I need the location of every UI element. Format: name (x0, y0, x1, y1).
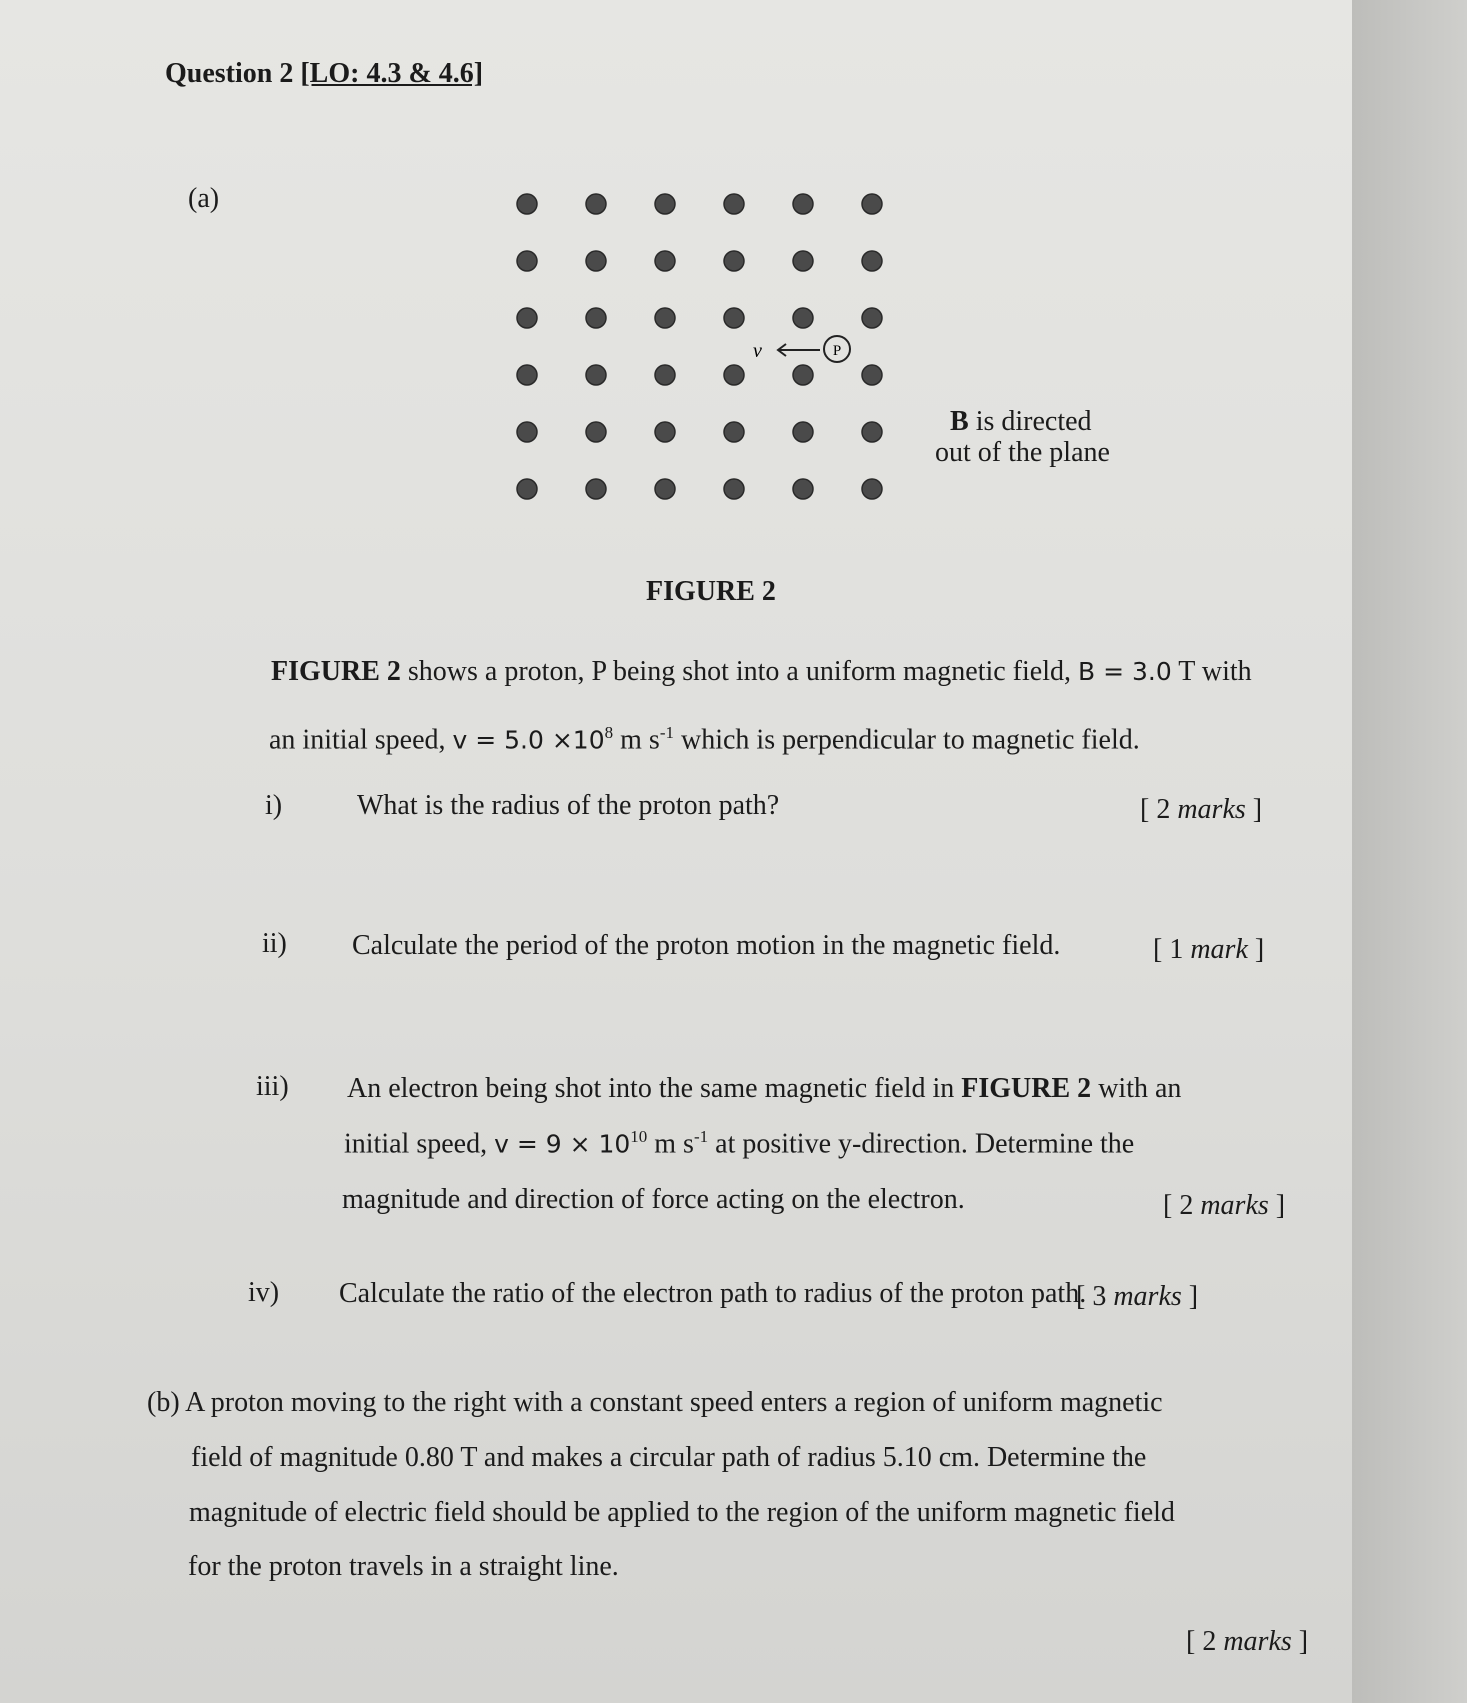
field-dot (724, 194, 744, 214)
field-dot (655, 479, 675, 499)
field-dot (655, 308, 675, 328)
field-dot (517, 308, 537, 328)
field-dot (655, 365, 675, 385)
marks-word: marks (1113, 1281, 1182, 1312)
b-note-line-2: out of the plane (935, 437, 1110, 468)
q3-label: iii) (256, 1071, 289, 1102)
q1-label: i) (265, 790, 283, 821)
part-b-line-4: for the proton travels in a straight line. (188, 1551, 619, 1582)
field-dot (724, 251, 744, 271)
field-dot (793, 422, 813, 442)
question-heading (165, 58, 483, 90)
field-dot (517, 365, 537, 385)
marks-num: [ 3 (1076, 1281, 1114, 1312)
q4-marks (1076, 1281, 1198, 1313)
marks-word: marks (1200, 1190, 1269, 1221)
q3-speed-text: initial speed, (344, 1128, 495, 1160)
marks-end: ] (1268, 1190, 1286, 1221)
speed-exponent: 10 (630, 1127, 648, 1146)
q3-marks (1163, 1190, 1285, 1222)
proton-label: P (832, 343, 842, 359)
proton-velocity-arrow (778, 344, 820, 356)
q3-line-3: magnitude and direction of force acting on the electron. (342, 1184, 965, 1215)
field-dot (793, 479, 813, 499)
figure-ref: FIGURE 2 (271, 656, 401, 687)
field-dot (724, 365, 744, 385)
field-dot (862, 422, 882, 442)
speed-unit: m s (613, 724, 660, 756)
q3-speed-end: at positive y-direction. Determine the (708, 1128, 1135, 1160)
marks-num: [ 2 (1163, 1190, 1201, 1221)
figure-title: FIGURE 2 (646, 576, 776, 607)
q1-text: What is the radius of the proton path? (357, 790, 780, 821)
part-b-line-2: field of magnitude 0.80 T and makes a circular path of radius 5.10 cm. Determine the (191, 1442, 1147, 1473)
field-dot (793, 365, 813, 385)
field-dot (862, 479, 882, 499)
part-b-text: A proton moving to the right with a constant speed enters a region of uniform magnetic (185, 1387, 1163, 1418)
marks-word: marks (1223, 1626, 1292, 1657)
intro-text: shows a proton, P being shot into a uniform magnetic field, (400, 656, 1078, 687)
intro-line-2 (269, 723, 1140, 756)
field-dot (724, 479, 744, 499)
speed-value: v = 5.0 ×10 (452, 725, 605, 755)
intro-end: T with (1171, 656, 1252, 687)
q1-marks (1140, 794, 1262, 826)
marks-end: ] (1245, 794, 1263, 825)
marks-num: [ 2 (1186, 1626, 1224, 1657)
marks-num: [ 1 (1153, 934, 1191, 965)
b-note-text: is directed (968, 406, 1092, 437)
field-dot (517, 194, 537, 214)
field-dot (517, 251, 537, 271)
part-b-marks (1186, 1626, 1308, 1658)
speed-exponent: 8 (604, 723, 614, 742)
b-value: B = 3.0 (1078, 657, 1172, 686)
figure-ref: FIGURE 2 (961, 1073, 1092, 1104)
velocity-label: v (753, 340, 762, 362)
intro-speed-end: which is perpendicular to magnetic field. (673, 724, 1140, 756)
marks-end: ] (1181, 1281, 1199, 1312)
magnetic-field-dots (517, 194, 882, 499)
field-dot (655, 194, 675, 214)
q2-label: ii) (262, 928, 287, 959)
part-b-line-3: magnitude of electric field should be applied to the region of the uniform magnetic field (189, 1497, 1175, 1528)
q2-text: Calculate the period of the proton motion in the magnetic field. (352, 930, 1061, 961)
field-dot (586, 365, 606, 385)
field-dot (724, 422, 744, 442)
field-dot (793, 308, 813, 328)
intro-line-1 (271, 656, 1252, 688)
unit-exponent: -1 (693, 1127, 709, 1146)
field-dot (586, 308, 606, 328)
field-dot (586, 422, 606, 442)
electron-speed-value: v = 9 × 10 (494, 1129, 631, 1159)
marks-end: ] (1247, 934, 1265, 965)
field-dot (793, 251, 813, 271)
unit-exponent: -1 (659, 723, 674, 742)
part-b-line-1 (147, 1387, 1163, 1419)
marks-word: marks (1177, 794, 1246, 825)
field-dot (862, 308, 882, 328)
learning-outcomes: [LO: 4.3 & 4.6] (300, 58, 484, 89)
q4-label: iv) (248, 1277, 280, 1308)
intro-speed-text: an initial speed, (269, 724, 453, 756)
q2-marks (1153, 934, 1264, 966)
b-symbol: B (950, 406, 969, 437)
field-dot (862, 365, 882, 385)
marks-end: ] (1291, 1626, 1309, 1657)
part-a-label: (a) (188, 183, 220, 214)
q3-text: An electron being shot into the same magnetic field in (347, 1073, 962, 1104)
field-dot (517, 479, 537, 499)
marks-word: mark (1190, 934, 1248, 965)
q4-text: Calculate the ratio of the electron path to radius of the proton path. (339, 1278, 1087, 1309)
b-note-line-1 (950, 406, 1092, 438)
marks-num: [ 2 (1140, 794, 1178, 825)
field-dot (655, 422, 675, 442)
q3-line-1 (347, 1073, 1181, 1105)
field-dot (586, 194, 606, 214)
field-dot (724, 308, 744, 328)
field-dot (793, 194, 813, 214)
question-number: Question 2 (165, 58, 294, 89)
field-dot (862, 251, 882, 271)
q3-line-2 (344, 1127, 1134, 1160)
q3-text-end: with an (1091, 1073, 1182, 1104)
field-dot (586, 479, 606, 499)
next-page-edge (1352, 0, 1467, 1703)
figure-2-diagram (500, 180, 1120, 520)
field-dot (517, 422, 537, 442)
field-dot (862, 194, 882, 214)
part-b-label: (b) (147, 1387, 180, 1418)
field-dot (655, 251, 675, 271)
speed-unit: m s (647, 1128, 694, 1160)
field-dot (586, 251, 606, 271)
